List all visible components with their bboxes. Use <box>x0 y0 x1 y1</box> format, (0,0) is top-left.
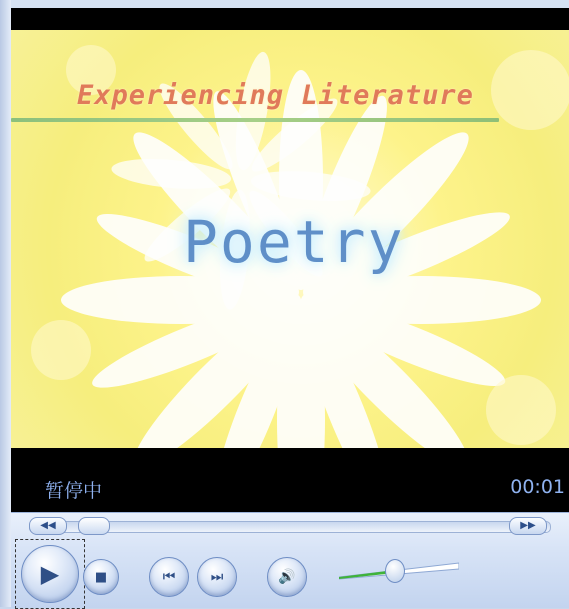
transport-controls <box>11 512 569 608</box>
stop-button[interactable] <box>83 559 119 595</box>
fast-forward-button[interactable] <box>509 517 547 535</box>
seek-thumb[interactable] <box>78 517 110 535</box>
stop-icon: ■ <box>94 569 108 585</box>
video-main-text: Poetry <box>183 208 405 276</box>
mute-button[interactable] <box>267 557 307 597</box>
video-title: Experiencing Literature <box>77 80 474 111</box>
volume-thumb[interactable] <box>385 559 405 583</box>
next-icon: ⏭ <box>210 569 224 585</box>
title-underline <box>11 118 499 122</box>
rewind-button[interactable] <box>29 517 67 535</box>
playback-status: 暂停中 <box>45 480 103 502</box>
play-icon: ▶ <box>40 560 60 588</box>
elapsed-time: 00:01 <box>510 476 565 498</box>
previous-icon: ⏮ <box>162 569 176 585</box>
play-button[interactable] <box>21 545 79 603</box>
video-top-letterbox <box>11 8 569 30</box>
speaker-icon: 🔊 <box>278 569 296 585</box>
window-left-border <box>0 0 11 607</box>
rewind-icon: ◀◀ <box>40 520 56 531</box>
status-bar <box>11 448 569 512</box>
video-display[interactable] <box>11 30 569 448</box>
previous-button[interactable] <box>149 557 189 597</box>
next-button[interactable] <box>197 557 237 597</box>
fast-forward-icon: ▶▶ <box>520 520 536 531</box>
